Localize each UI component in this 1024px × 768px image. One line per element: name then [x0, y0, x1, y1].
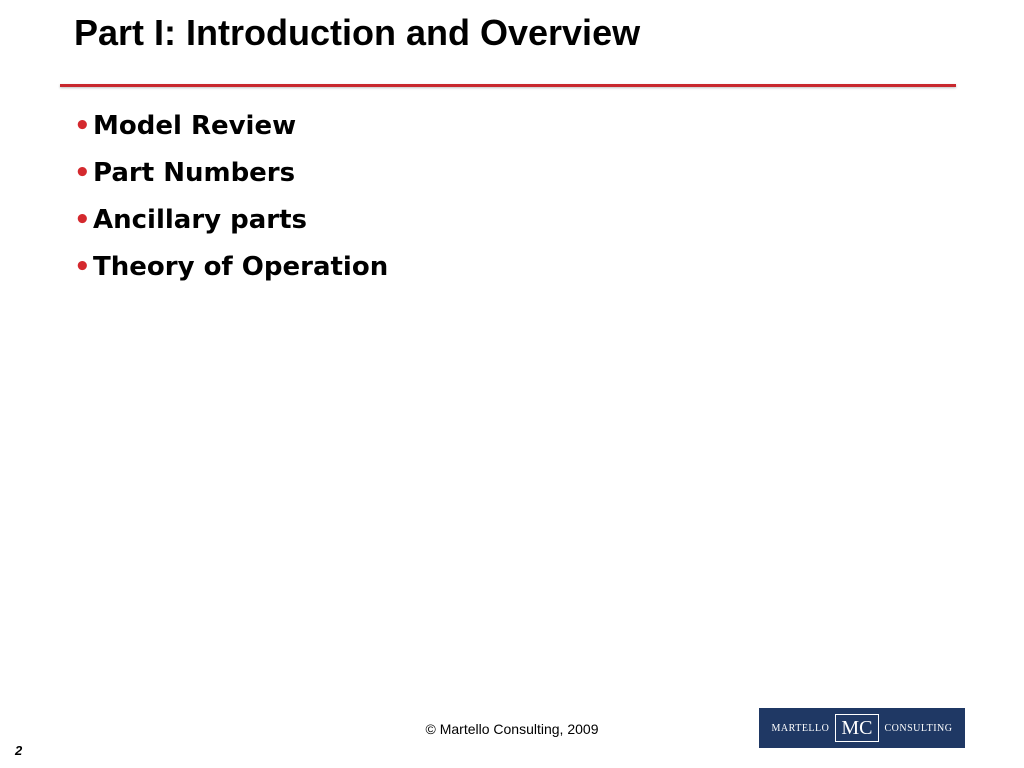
bullet-text: Part Numbers [93, 158, 296, 188]
bullet-list [74, 111, 388, 299]
bullet-item [74, 252, 388, 299]
company-logo [759, 708, 965, 748]
page-number: 2 [15, 743, 23, 758]
bullet-icon: • [74, 158, 91, 188]
logo-left-word: MARTELLO [771, 722, 830, 734]
logo-right-word: CONSULTING [884, 722, 953, 734]
bullet-item [74, 158, 388, 205]
bullet-icon: • [74, 205, 91, 235]
bullet-item [74, 111, 388, 158]
bullet-text: Theory of Operation [93, 252, 389, 282]
bullet-item [74, 205, 388, 252]
bullet-text: Ancillary parts [93, 205, 308, 235]
bullet-icon: • [74, 252, 91, 282]
bullet-text: Model Review [93, 111, 297, 141]
bullet-icon: • [74, 111, 91, 141]
title-divider [60, 84, 956, 87]
footer-copyright: © Martello Consulting, 2009 [425, 721, 599, 737]
logo-mark: MC [835, 714, 878, 742]
slide-title: Part I: Introduction and Overview [74, 12, 641, 53]
